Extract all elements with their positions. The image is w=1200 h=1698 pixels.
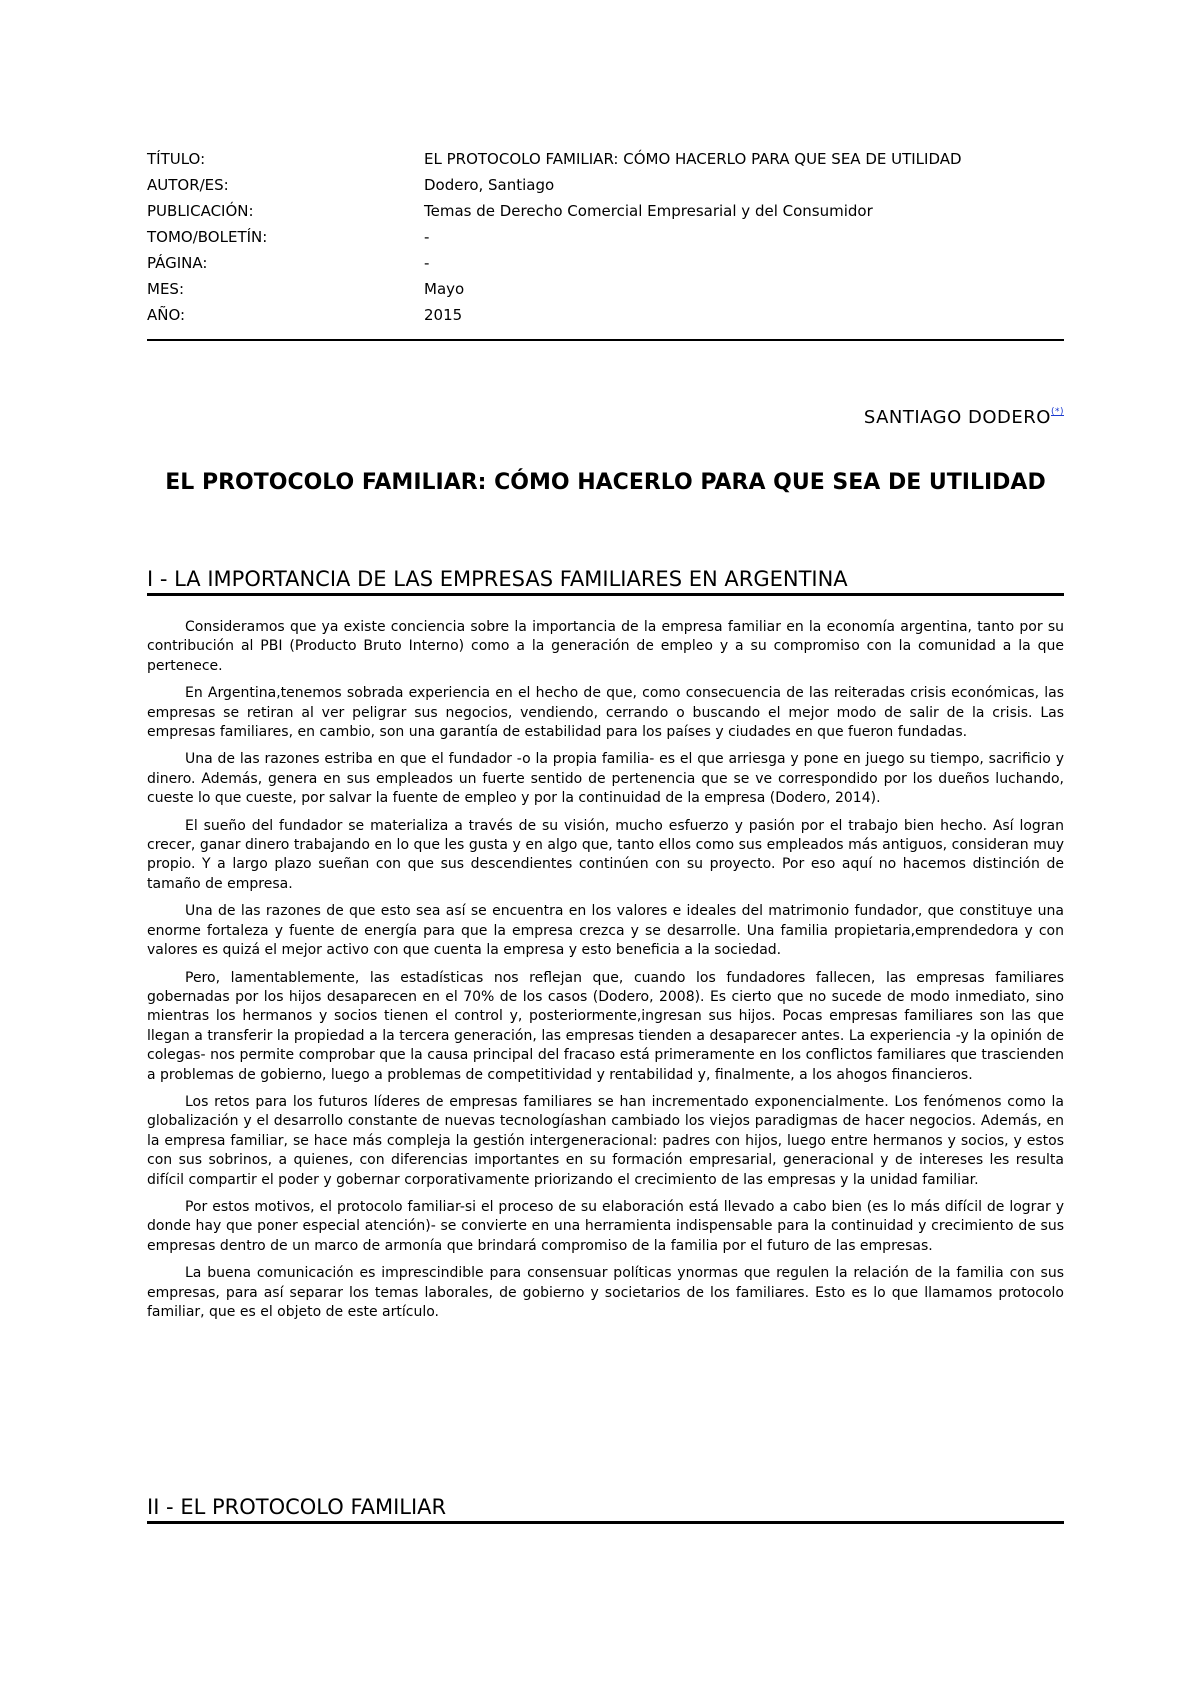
metadata-row-title <box>147 146 1064 172</box>
metadata-label: PÁGINA: <box>147 254 208 272</box>
metadata-value: - <box>424 228 430 246</box>
metadata-row-year <box>147 302 1064 328</box>
paragraph: Una de las razones de que esto sea así se encuentra en los valores e ideales del matrimonio fundador, que constituye una enorme fortaleza y fuente de energía para que la empresa crezca y se desarrolle. Una familia propietaria,emprendedora y con valores es quizá el mejor activo con que cuenta la empresa y esto beneficia a la sociedad. <box>147 903 1064 959</box>
metadata-value: Dodero, Santiago <box>424 176 555 194</box>
section-heading-1: I - LA IMPORTANCIA DE LAS EMPRESAS FAMILIARES EN ARGENTINA <box>147 566 1064 596</box>
author-name: SANTIAGO DODERO <box>863 407 1051 428</box>
metadata-label: MES: <box>147 280 184 298</box>
paragraph: Una de las razones estriba en que el fundador -o la propia familia- es el que arriesga y pone en juego su tiempo, sacrificio y dinero. Además, genera en sus empleados un fuerte sentido de pertenencia que se ve correspondido por los dueños luchando, cueste lo que cueste, por salvar la fuente de empleo y por la continuidad de la empresa (Dodero, 2014). <box>147 751 1064 807</box>
metadata-label: TÍTULO: <box>147 150 206 168</box>
metadata-label: AUTOR/ES: <box>147 176 229 194</box>
metadata-row-month <box>147 276 1064 302</box>
paragraph: El sueño del fundador se materializa a través de su visión, mucho esfuerzo y pasión por el trabajo bien hecho. Así logran crecer, ganar dinero trabajando en lo que les gusta y en algo que, tanto ellos como sus empleados más antiguos, consideran muy propio. Y a largo plazo sueñan con que sus descendientes continúen con su proyecto. Por eso aquí no hacemos distinción de tamaño de empresa. <box>147 817 1064 892</box>
metadata-value: Temas de Derecho Comercial Empresarial y del Consumidor <box>424 202 873 220</box>
article-title: EL PROTOCOLO FAMILIAR: CÓMO HACERLO PARA QUE SEA DE UTILIDAD <box>165 470 1046 495</box>
paragraph: Los retos para los futuros líderes de empresas familiares se han incrementado exponencialmente. Los fenómenos como la globalización y el desarrollo constante de nuevas tecnologíashan cambiado los viejos paradigmas de hacer negocios. Además, en la empresa familiar, se hace más compleja la gestión intergeneracional: padres con hijos, luego entre hermanos y socios, y estos con sus sobrinos, a quienes, con diferencias importantes en su formación empresarial, generacional y de intereses les resulta difícil compartir el poder y gobernar corporativamente priorizando el crecimiento de las empresas y la unidad familiar. <box>147 1093 1064 1188</box>
metadata-row-publication <box>147 198 1064 224</box>
metadata-value: EL PROTOCOLO FAMILIAR: CÓMO HACERLO PARA QUE SEA DE UTILIDAD <box>424 150 962 168</box>
paragraph: La buena comunicación es imprescindible para consensuar políticas ynormas que regulen la relación de la familia con sus empresas, para así separar los temas laborales, de gobierno y societarios de los familiares. Esto es lo que llamamos protocolo familiar, que es el objeto de este artículo. <box>147 1265 1064 1320</box>
metadata-row-page <box>147 250 1064 276</box>
metadata-table <box>147 146 1064 328</box>
metadata-value: Mayo <box>424 280 465 298</box>
metadata-divider <box>147 339 1064 341</box>
author-byline <box>864 407 1064 428</box>
metadata-label: AÑO: <box>147 306 186 324</box>
metadata-label: TOMO/BOLETÍN: <box>147 228 268 246</box>
metadata-value: 2015 <box>424 306 463 324</box>
paragraph: Consideramos que ya existe conciencia sobre la importancia de la empresa familiar en la economía argentina, tanto por su contribución al PBI (Producto Bruto Interno) como a la generación de empleo y a su compromiso con la comunidad a la que pertenece. <box>147 619 1064 674</box>
paragraph: Por estos motivos, el protocolo familiar-si el proceso de su elaboración está llevado a cabo bien (es lo más difícil de lograr y donde hay que poner especial atención)- se convierte en una herramienta indispensable para la continuidad y crecimiento de sus empresas dentro de un marco de armonía que brindará compromiso de la familia por el futuro de las empresas. <box>147 1198 1064 1254</box>
metadata-label: PUBLICACIÓN: <box>147 202 254 220</box>
metadata-value: - <box>424 254 430 272</box>
paragraph: En Argentina,tenemos sobrada experiencia en el hecho de que, como consecuencia de las reiteradas crisis económicas, las empresas se retiran al ver peligrar sus negocios, vendiendo, cerrando o buscando el mejor modo de salir de la crisis. Las empresas familiares, en cambio, son una garantía de estabilidad para los países y ciudades en que fueron fundadas. <box>147 685 1064 741</box>
metadata-row-volume <box>147 224 1064 250</box>
metadata-row-author <box>147 172 1064 198</box>
section-heading-2: II - EL PROTOCOLO FAMILIAR <box>147 1494 1064 1524</box>
author-footnote-link[interactable]: (*) <box>1050 407 1064 417</box>
section-body-1 <box>147 618 1064 1330</box>
paragraph: Pero, lamentablemente, las estadísticas nos reflejan que, cuando los fundadores fallecen, las empresas familiares gobernadas por los hijos desaparecen en el 70% de los casos (Dodero, 2008). Es cierto que no sucede de modo inmediato, sino mientras los hermanos y socios tienen el control y, posteriormente,ingresan sus hijos. Pocas empresas familiares son las que llegan a transferir la propiedad a la tercera generación, las empresas tienden a desaparecer antes. La experiencia -y la opinión de colegas- nos permite comprobar que la causa principal del fracaso está primeramente en los conflictos familiares que trascienden a problemas de gobierno, luego a problemas de competitividad y rentabilidad y, finalmente, a los ahogos financieros. <box>147 969 1064 1083</box>
